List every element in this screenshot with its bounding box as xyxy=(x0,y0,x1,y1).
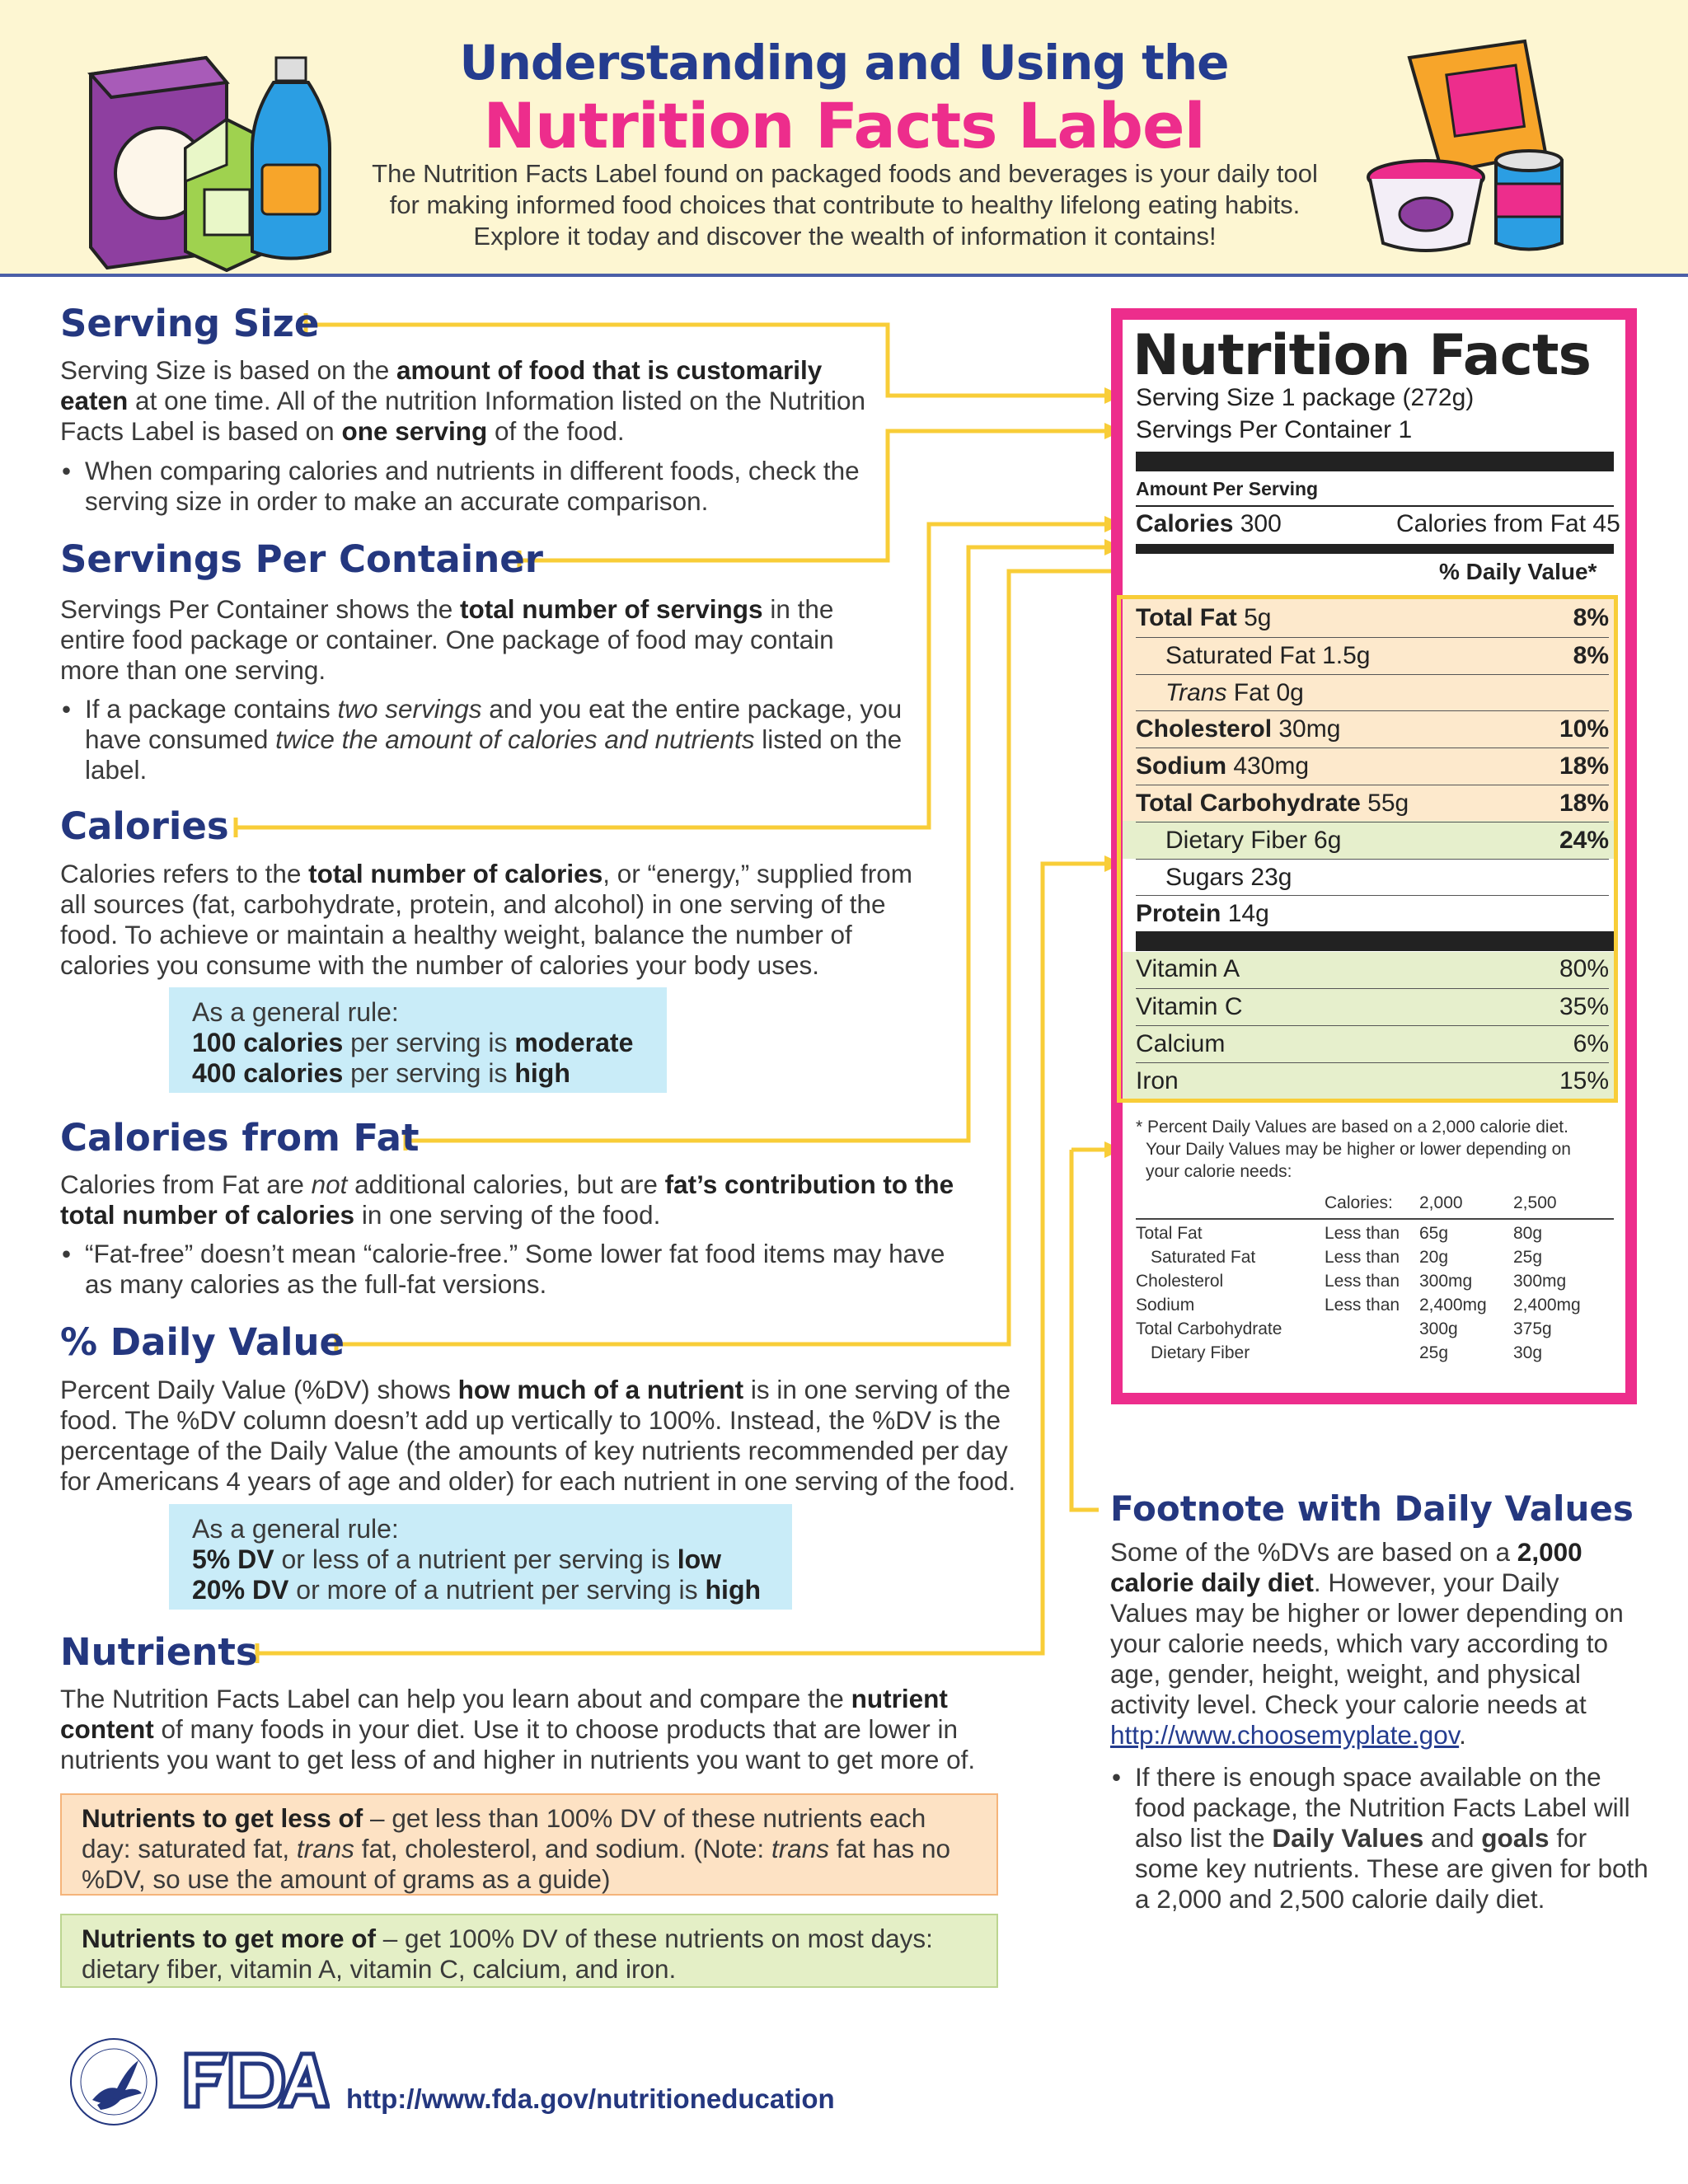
table-cell: Less than xyxy=(1325,1224,1400,1243)
fda-url-link[interactable]: http://www.fda.gov/nutritioneducation xyxy=(346,2083,835,2114)
text-span: per serving is xyxy=(343,1028,515,1057)
label-daily-value-header: % Daily Value* xyxy=(1439,559,1597,584)
text-span: – get less than 100% DV of these nutrients each day: saturated fat, xyxy=(82,1803,926,1863)
nutrient-amount: Saturated Fat 1.5g xyxy=(1165,641,1371,669)
fda-logo-icon xyxy=(181,2049,330,2111)
nutrients-text xyxy=(60,1684,1016,1775)
label-calories xyxy=(1136,510,1282,538)
text-span: . However, your Daily Values may be higher or lower depending on your calorie needs, which vary according to age, gender, height, weight, and physical activity level. Check your calorie needs at xyxy=(1110,1568,1624,1719)
label-calories-from-fat: Calories from Fat 45 xyxy=(1396,510,1620,537)
nutrient-percent: 18% xyxy=(1559,752,1609,780)
table-cell: Total Fat xyxy=(1136,1224,1203,1243)
vitamin-percent: 15% xyxy=(1559,1067,1609,1094)
nutrient-percent: 18% xyxy=(1559,790,1609,817)
table-cell: Dietary Fiber xyxy=(1151,1343,1250,1362)
rule-line-high xyxy=(192,1575,769,1605)
label-thin-bar xyxy=(1136,505,1614,507)
table-cell: Less than xyxy=(1325,1248,1400,1267)
table-cell: 375g xyxy=(1513,1319,1552,1338)
calories-from-fat-text xyxy=(60,1169,959,1230)
text-span: or more of a nutrient per serving is xyxy=(288,1575,706,1605)
nutrient-amount: 5g xyxy=(1236,604,1272,631)
text-span: – get 100% DV of these nutrients on most days: dietary fiber, vitamin A, vitamin C, calcium, and iron. xyxy=(82,1924,933,1984)
text-bold: 20% DV xyxy=(192,1575,289,1605)
nutrient-italic-name: Trans xyxy=(1165,678,1227,706)
label-footnote-line3: your calorie needs: xyxy=(1146,1162,1292,1181)
daily-value-text xyxy=(60,1375,1033,1497)
section-title-footnote: Footnote with Daily Values xyxy=(1110,1488,1634,1529)
nutrient-percent: 8% xyxy=(1573,641,1609,669)
table-cell: 25g xyxy=(1513,1248,1543,1267)
text-bold: total number of calories xyxy=(308,859,603,888)
section-title-servings-per-container: Servings Per Container xyxy=(60,537,543,581)
text-span: of many foods in your diet. Use it to choose products that are lower in nutrients you want to get less of and higher in nutrients you want to get more of. xyxy=(60,1714,976,1774)
nutrient-percent: 24% xyxy=(1559,826,1609,854)
text-span: is in one serving of the food. The %DV column doesn’t add up vertically to 100%. Instead, the %DV is the percentage of the Daily Value (the amounts of key nutrients recommended per day for Americans 4 years of age and older) for each nutrient in one serving of the food. xyxy=(60,1375,1016,1496)
daily-value-rule-box xyxy=(169,1504,792,1610)
table-header-2000: 2,000 xyxy=(1419,1193,1463,1212)
label-daily-value-outline xyxy=(1117,595,1618,1103)
text-bold: moderate xyxy=(514,1028,634,1057)
table-cell: Cholesterol xyxy=(1136,1272,1224,1291)
text-bold: Nutrients to get more of xyxy=(82,1924,377,1953)
text-span: additional calories, but are xyxy=(347,1169,665,1199)
choosemyplate-link[interactable]: http://www.choosemyplate.gov xyxy=(1110,1720,1460,1750)
label-footnote-line2: Your Daily Values may be higher or lower depending on xyxy=(1146,1140,1571,1159)
table-cell: Saturated Fat xyxy=(1151,1248,1256,1267)
text-italic: twice the amount of calories and nutrients xyxy=(275,724,755,754)
rule-heading: As a general rule: xyxy=(192,1514,399,1544)
table-cell: Less than xyxy=(1325,1272,1400,1291)
nutrients-more-box xyxy=(60,1914,998,1988)
text-bold: fat’s contribution to the total number of calories xyxy=(60,1169,954,1230)
vitamin-percent: 6% xyxy=(1573,1030,1609,1057)
table-cell: 300mg xyxy=(1513,1272,1567,1291)
text-span: per serving is xyxy=(343,1058,515,1088)
servings-per-container-bullet xyxy=(60,694,917,785)
text-span: in the entire food package or container. One package of food may contain more than one serving. xyxy=(60,594,834,685)
nutrient-bold-name: Total Carbohydrate xyxy=(1136,790,1361,817)
table-cell: 25g xyxy=(1419,1343,1449,1362)
rule-line-moderate xyxy=(192,1028,644,1058)
nutrient-amount: Sugars 23g xyxy=(1165,863,1292,891)
text-italic: two servings xyxy=(337,694,482,724)
page-title-line2: Nutrition Facts Label xyxy=(483,89,1205,162)
servings-per-container-text xyxy=(60,594,884,686)
calories-rule-box xyxy=(169,987,667,1093)
text-bold: 400 calories xyxy=(192,1058,344,1088)
table-cell: 20g xyxy=(1419,1248,1449,1267)
nutrient-bold-name: Total Fat xyxy=(1136,604,1237,631)
text-bold: nutrient content xyxy=(60,1684,948,1744)
nutrient-amount: Fat 0g xyxy=(1226,678,1304,706)
text-span: listed on the label. xyxy=(85,724,903,785)
text-bold: goals xyxy=(1481,1823,1550,1853)
rule-line-low xyxy=(192,1544,769,1575)
intro-line-3: Explore it today and discover the wealth of information it contains! xyxy=(473,222,1217,251)
text-italic: not xyxy=(311,1169,348,1199)
text-span: Percent Daily Value (%DV) shows xyxy=(60,1375,458,1404)
text-span: Serving Size is based on the xyxy=(60,355,396,385)
text-span: fat has no %DV, so use the amount of grams as a guide) xyxy=(82,1834,951,1894)
label-serving-size: Serving Size 1 package (272g) xyxy=(1136,384,1475,411)
text-bold: amount of food that is customarily eaten xyxy=(60,355,823,415)
text-bold: 100 calories xyxy=(192,1028,344,1057)
label-title: Nutrition Facts xyxy=(1132,323,1591,388)
text-bold: Daily Values xyxy=(1272,1823,1424,1853)
table-cell: 80g xyxy=(1513,1224,1543,1243)
nutrient-amount: 30mg xyxy=(1272,715,1341,743)
text-span: . xyxy=(1459,1720,1466,1750)
text-span: , or “energy,” supplied from all sources (fat, carbohydrate, protein, and alcohol) in one serving of the food. To achieve or maintain a healthy weight, balance the number of calories you consume with the number of calories your body uses. xyxy=(60,859,913,980)
text-span: in one serving of the food. xyxy=(354,1200,661,1230)
nutrient-bold-name: Protein xyxy=(1136,900,1221,928)
text-span: for some key nutrients. These are given for both a 2,000 and 2,500 calorie daily diet. xyxy=(1135,1823,1648,1914)
text-bold: Nutrients to get less of xyxy=(82,1803,363,1833)
section-title-serving-size: Serving Size xyxy=(60,302,320,345)
page-title-line1: Understanding and Using the xyxy=(459,35,1229,91)
vitamin-name: Vitamin A xyxy=(1136,955,1240,982)
table-cell: 30g xyxy=(1513,1343,1543,1362)
table-cell: 65g xyxy=(1419,1224,1449,1243)
serving-size-text xyxy=(60,355,872,447)
section-title-nutrients: Nutrients xyxy=(60,1630,258,1674)
text-bold: high xyxy=(705,1575,762,1605)
vitamin-percent: 35% xyxy=(1559,993,1609,1020)
intro-line-1: The Nutrition Facts Label found on packaged foods and beverages is your daily tool xyxy=(372,159,1318,188)
text-bold: Calories xyxy=(1136,510,1234,537)
footnote-text xyxy=(1110,1537,1638,1750)
label-servings-per-container: Servings Per Container 1 xyxy=(1136,416,1413,443)
table-cell: 300mg xyxy=(1419,1272,1473,1291)
table-cell: Total Carbohydrate xyxy=(1136,1319,1282,1338)
text-span: If a package contains xyxy=(85,694,338,724)
table-header-calories: Calories: xyxy=(1325,1193,1393,1212)
text-span: and xyxy=(1423,1823,1482,1853)
label-amount-per-serving: Amount Per Serving xyxy=(1136,478,1319,499)
vitamin-name: Vitamin C xyxy=(1136,993,1243,1020)
nutrient-bold-name: Sodium xyxy=(1136,752,1226,780)
rule-line-high xyxy=(192,1058,644,1089)
table-cell: 2,400mg xyxy=(1513,1296,1581,1315)
section-title-calories-from-fat: Calories from Fat xyxy=(60,1116,420,1160)
label-thick-bar-2 xyxy=(1136,544,1614,554)
text-bold: 5% DV xyxy=(192,1544,274,1574)
text-span: The Nutrition Facts Label can help you learn about and compare the xyxy=(60,1684,851,1713)
nutrient-amount: 14g xyxy=(1221,900,1269,928)
text-bold: low xyxy=(677,1544,722,1574)
table-divider xyxy=(1136,1218,1614,1220)
table-cell: 300g xyxy=(1419,1319,1458,1338)
text-bold: high xyxy=(514,1058,570,1088)
vitamin-name: Calcium xyxy=(1136,1030,1226,1057)
table-cell: 2,400mg xyxy=(1419,1296,1487,1315)
table-header-2500: 2,500 xyxy=(1513,1193,1557,1212)
text-span: at one time. All of the nutrition Information listed on the Nutrition Facts Label is based on xyxy=(60,386,866,446)
section-title-calories: Calories xyxy=(60,804,229,848)
text-bold: total number of servings xyxy=(460,594,763,624)
text-span: fat, cholesterol, and sodium. (Note: xyxy=(354,1834,771,1863)
intro-line-2: for making informed food choices that contribute to healthy lifelong eating habits. xyxy=(389,190,1301,219)
nutrient-bold-name: Cholesterol xyxy=(1136,715,1273,743)
text-span: Servings Per Container shows the xyxy=(60,594,460,624)
text-bold: how much of a nutrient xyxy=(457,1375,744,1404)
text-span: Some of the %DVs are based on a xyxy=(1110,1537,1517,1567)
label-thick-bar-1 xyxy=(1136,452,1614,471)
nutrients-less-box xyxy=(60,1793,998,1896)
text-span: Calories refers to the xyxy=(60,859,309,888)
calories-text xyxy=(60,859,934,981)
text-bold: one serving xyxy=(341,416,488,446)
nutrient-amount: Dietary Fiber 6g xyxy=(1165,826,1342,854)
text-span: Calories from Fat are xyxy=(60,1169,312,1199)
text-span: of the food. xyxy=(487,416,625,446)
text-span: and you eat the entire package, you have consumed xyxy=(85,694,903,754)
vitamin-name: Iron xyxy=(1136,1067,1179,1094)
table-cell: Sodium xyxy=(1136,1296,1195,1315)
nutrient-percent: 8% xyxy=(1573,604,1609,631)
calories-from-fat-bullet: • “Fat-free” doesn’t mean “calorie-free.” Some lower fat food items may have as many calories as the full-fat versions. xyxy=(60,1239,959,1300)
text-bold: 2,000 calorie daily diet xyxy=(1110,1537,1582,1597)
section-title-daily-value: % Daily Value xyxy=(60,1320,345,1364)
text-span: or less of a nutrient per serving is xyxy=(274,1544,678,1574)
text-span: 300 xyxy=(1233,510,1282,537)
hhs-seal-icon xyxy=(68,2036,160,2128)
footnote-bullet xyxy=(1110,1762,1650,1915)
nutrient-percent: 10% xyxy=(1559,715,1609,743)
vitamin-percent: 80% xyxy=(1559,955,1609,982)
connector-footnote xyxy=(1071,1150,1104,1510)
table-cell: Less than xyxy=(1325,1296,1400,1315)
rule-heading: As a general rule: xyxy=(192,997,399,1027)
nutrient-amount: 430mg xyxy=(1226,752,1310,780)
label-footnote-line1: * Percent Daily Values are based on a 2,000 calorie diet. xyxy=(1136,1118,1568,1137)
nutrient-amount: 55g xyxy=(1360,790,1409,817)
text-span: If there is enough space available on the food package, the Nutrition Facts Label will also list the xyxy=(1135,1762,1630,1853)
text-italic: trans xyxy=(771,1834,829,1863)
text-italic: trans xyxy=(296,1834,354,1863)
serving-size-bullet: • When comparing calories and nutrients in different foods, check the serving size in order to make an accurate comparison. xyxy=(60,456,889,517)
